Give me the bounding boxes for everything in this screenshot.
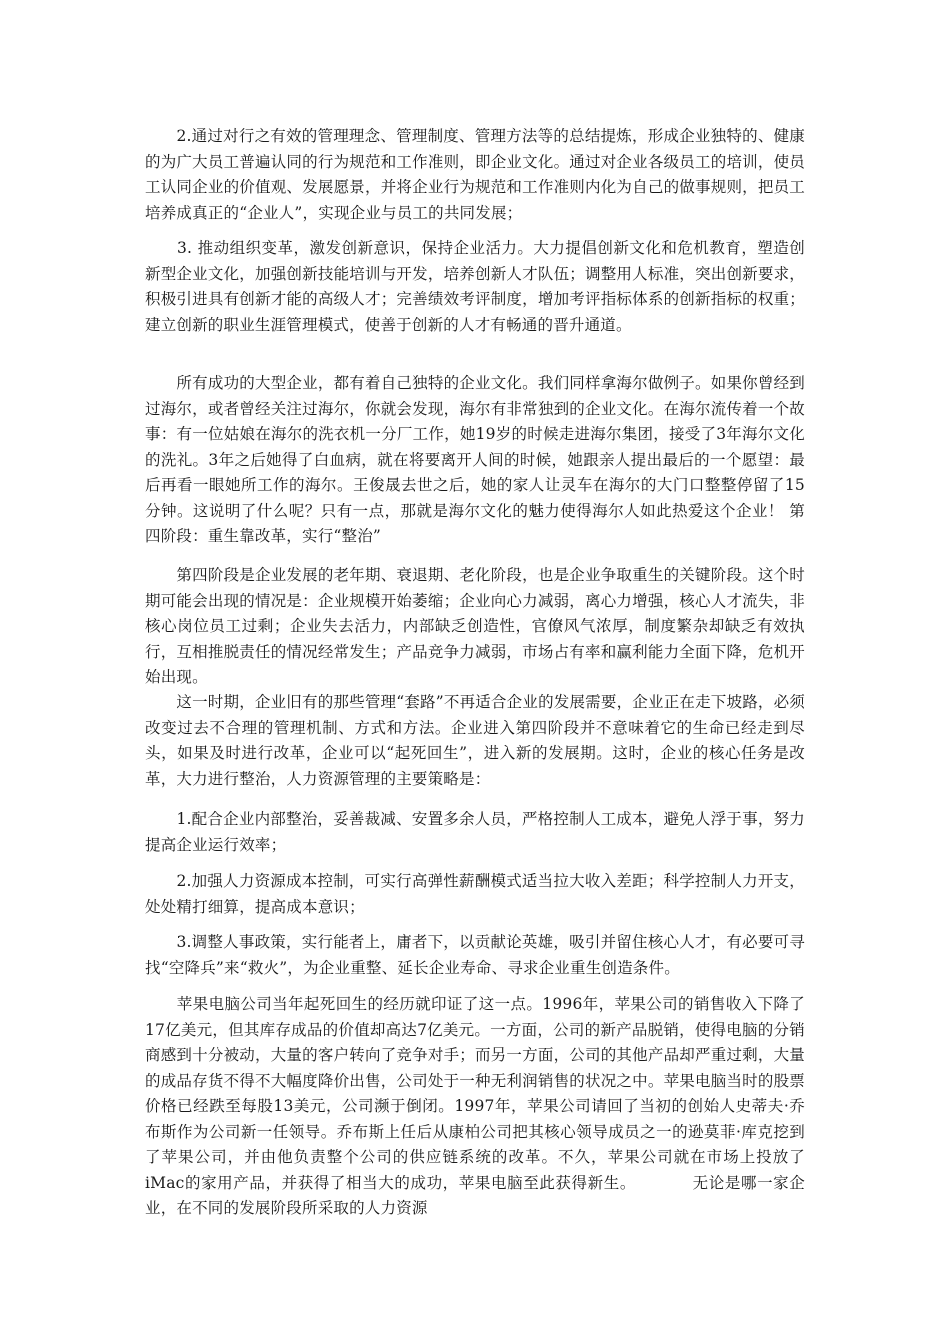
- paragraph-strategy-2: 2.加强人力资源成本控制，可实行高弹性薪酬模式适当拉大收入差距；科学控制人力开支，处处精打细算，提高成本意识；: [145, 872, 805, 916]
- paragraph-innovation: 3. 推动组织变革，激发创新意识，保持企业活力。大力提倡创新文化和危机教育，塑造创新型企业文化，加强创新技能培训与开发，培养创新人才队伍；调整用人标准，突出创新要求，积极引进具有创新才能的高级人才；完善绩效考评制度，增加考评指标体系的创新指标的权重；建立创新的职业生涯管理模式，使善于创新的人才有畅通的晋升通道。: [145, 239, 805, 334]
- paragraph-apple-story: 苹果电脑公司当年起死回生的经历就印证了这一点。1996年，苹果公司的销售收入下降了17亿美元，但其库存成品的价值却高达7亿美元。一方面，公司的新产品脱销，使得电脑的分销商感到十分被动，大量的客户转向了竞争对手；而另一方面，公司的其他产品却严重过剩，大量的成品存货不得不大幅度降价出售，公司处于一种无利润销售的状况之中。苹果电脑当时的股票价格已经跌至每股13美元，公司濒于倒闭。1997年，苹果公司请回了当初的创始人史蒂夫·乔布斯作为公司新一任领导。乔布斯上任后从康柏公司把其核心领导成员之一的逊莫菲·库克挖到了苹果公司，并由他负责整个公司的供应链系统的改革。不久，苹果公司就在市场上投放了iMac的家用产品，并获得了相当大的成功，苹果电脑至此获得新生。 无论是哪一家企业，在不同的发展阶段所采取的人力资源: [145, 995, 805, 1217]
- paragraph-haier-story: 所有成功的大型企业，都有着自己独特的企业文化。我们同样拿海尔做例子。如果你曾经到过海尔，或者曾经关注过海尔，你就会发现，海尔有非常独到的企业文化。在海尔流传着一个故事：有一位姑娘在海尔的洗衣机一分厂工作，她19岁的时候走进海尔集团，接受了3年海尔文化的洗礼。3年之后她得了白血病，就在将要离开人间的时候，她跟亲人提出最后的一个愿望：最后再看一眼她所工作的海尔。王俊晟去世之后，她的家人让灵车在海尔的大门口整整停留了15分钟。这说明了什么呢？只有一点，那就是海尔文化的魅力使得海尔人如此热爱这个企业！ 第四阶段：重生靠改革，实行“整治”: [145, 374, 805, 545]
- paragraph-strategy-3: 3.调整人事政策，实行能者上，庸者下，以贡献论英雄，吸引并留住核心人才，有必要可寻找“空降兵”来“救火”，为企业重整、延长企业寿命、寻求企业重生创造条件。: [145, 933, 805, 977]
- paragraph-reform-needed: 这一时期，企业旧有的那些管理“套路”不再适合企业的发展需要，企业正在走下坡路，必须改变过去不合理的管理机制、方式和方法。企业进入第四阶段并不意味着它的生命已经走到尽头，如果及时进行改革，企业可以“起死回生”，进入新的发展期。这时，企业的核心任务是改革，大力进行整治，人力资源管理的主要策略是：: [145, 693, 805, 788]
- paragraph-culture-summary: 2.通过对行之有效的管理理念、管理制度、管理方法等的总结提炼，形成企业独特的、健康的为广大员工普遍认同的行为规范和工作准则，即企业文化。通过对企业各级员工的培训，使员工认同企业的价值观、发展愿景，并将企业行为规范和工作准则内化为自己的做事规则，把员工培养成真正的“企业人”，实现企业与员工的共同发展；: [145, 127, 805, 222]
- paragraph-strategy-1: 1.配合企业内部整治，妥善裁减、安置多余人员，严格控制人工成本，避免人浮于事，努力提高企业运行效率；: [145, 810, 805, 854]
- paragraph-stage-four: 第四阶段是企业发展的老年期、衰退期、老化阶段，也是企业争取重生的关键阶段。这个时期可能会出现的情况是：企业规模开始萎缩；企业向心力减弱，离心力增强，核心人才流失，非核心岗位员工过剩；企业失去活力，内部缺乏创造性，官僚风气浓厚，制度繁杂却缺乏有效执行，互相推脱责任的情况经常发生；产品竞争力减弱，市场占有率和赢利能力全面下降，危机开始出现。: [145, 566, 805, 686]
